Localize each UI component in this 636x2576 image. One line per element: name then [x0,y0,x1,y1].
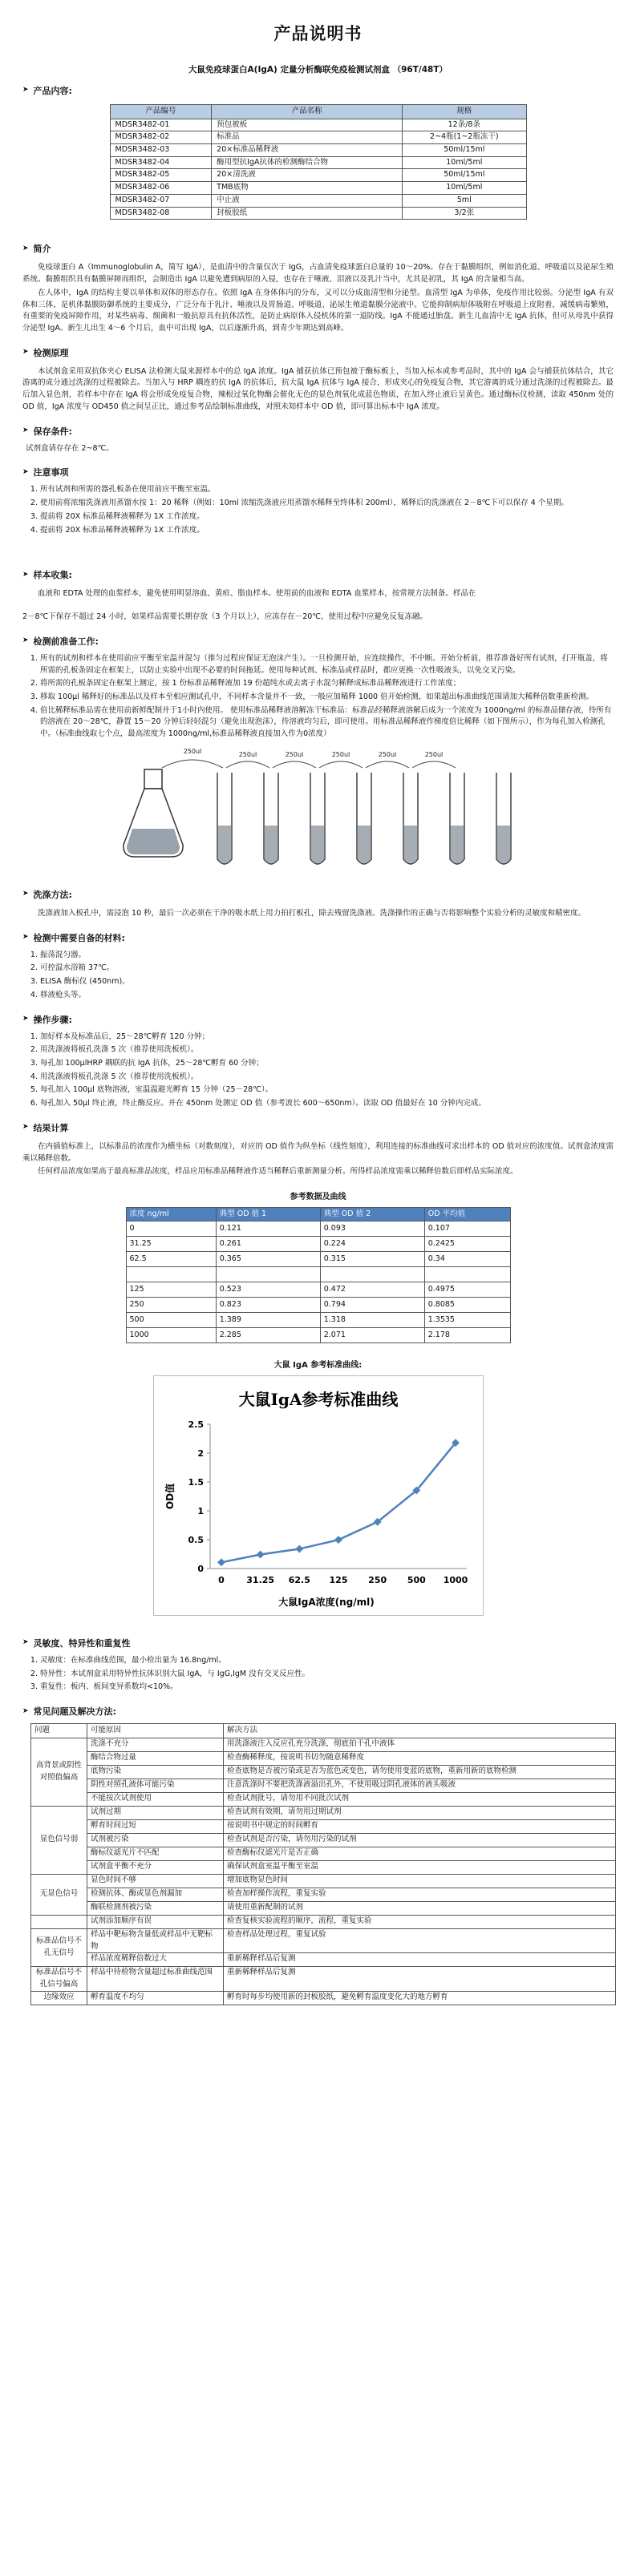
faq-solution-cell: 检查酶标仪滤光片是否正确 [224,1847,616,1860]
table-cell: TMB底物 [212,182,403,195]
table-cell: 0.8085 [424,1298,510,1313]
table-row [126,1237,510,1252]
table-row [126,1328,510,1343]
table-cell: MDSR3482-01 [110,119,212,131]
materials-heading: ➤ 检测中需要自备的材料: [22,932,125,943]
table-row [31,1833,616,1847]
table-cell: 0.107 [424,1221,510,1237]
page-title: 产品说明书 [273,24,363,43]
materials-section [22,931,614,1002]
table-cell: 封板胶纸 [212,207,403,220]
arrow-bullet-icon: ➤ [22,467,29,476]
table-row [31,1915,616,1928]
list-item: 3. 每孔加 100μlHRP 耦联的抗 IgA 抗体，25～28℃孵育 60 分钟； [40,1058,614,1070]
list-item: 4. 用洗涤液将板孔洗涤 5 次（推荐使用洗板机）。 [40,1072,614,1084]
transfer-arrow [319,761,363,768]
column-header: 解决方法 [224,1724,616,1738]
faq-cause-cell: 试剂过期 [87,1806,224,1819]
table-row [31,1751,616,1765]
intro-paragraph-1: 免疫球蛋白 A（Immunoglobulin A，简写 IgA），是血清中的含量仅次于 IgG，占血清免疫球蛋白总量的 10～20%。存在于黏膜组织，例如消化道、呼吸道以及泌尿生殖系统。黏膜组织具有黏膜屏障而组织，会制造出 IgA 以避免遭到病原的入侵，也存在于唾液、泪液以及乳汁当中，尤其是初乳，其 IgA 的含量相当高。 [22,263,614,285]
series-line [221,1443,456,1562]
faq-solution-cell: 检查酶稀释度，按说明书切勿随意稀释度 [224,1751,616,1765]
table-cell: 50ml/15ml [403,169,526,182]
performance-section [22,1637,614,1694]
sample-heading: ➤ 样本收集: [22,570,72,581]
performance-heading: ➤ 灵敏度、特异性和重复性 [22,1637,131,1649]
sample-paragraph-2: 2－8℃下保存不超过 24 小时，如果样品需要长期存放（3 个月以上），应冻存在－20℃，使用过程中应避免反复冻融。 [22,612,427,622]
table-cell: 0.365 [216,1252,320,1267]
faq-cause-cell: 试剂被污染 [87,1833,224,1847]
table-row [126,1298,510,1313]
table-row [31,1860,616,1874]
list-item: 2. 用洗涤液将板孔洗涤 5 次（推荐使用洗板机）。 [40,1044,614,1056]
table-row [31,1874,616,1888]
sample-section [22,568,614,623]
faq-cause-cell: 酶联检测剂被污染 [87,1901,224,1915]
chart-caption: 大鼠 IgA 参考标准曲线: [273,1361,363,1371]
faq-cause-cell: 试剂盒平衡不充分 [87,1860,224,1874]
faq-solution-cell: 确保试剂盒室温平衡至室温 [224,1860,616,1874]
faq-cause-cell: 试剂添加顺序有误 [87,1915,224,1928]
faq-cause-cell: 洗涤不充分 [87,1738,224,1751]
x-tick-label: 1000 [443,1574,468,1585]
faq-solution-cell: 检查试剂是否污染，请勿用污染的试剂 [224,1833,616,1847]
transfer-arrow [273,761,316,768]
table-row [31,1819,616,1833]
transfer-arrow [226,761,269,768]
composition-heading: ➤ 产品内容: [22,85,72,96]
list-item: 2. 将所需的孔板条固定在框架上测定，按 1 份标准品稀释液加 19 份超纯水或去离子水混匀稀释成标准品稀释液进行工作浓度； [40,678,614,690]
column-header: 典型 OD 值 2 [320,1207,424,1221]
chart-x-axis-label: 大鼠IgA浓度(ng/ml) [277,1596,375,1608]
transfer-arrow [412,761,456,768]
list-item: 1. 加好样本及标准品后，25～28℃孵育 120 分钟； [40,1032,614,1044]
table-cell: 0.261 [216,1237,320,1252]
list-item: 1. 振荡混匀器。 [40,950,614,962]
table-cell: 1.3535 [424,1313,510,1328]
column-header: 问题 [31,1724,87,1738]
x-tick-label: 62.5 [288,1574,310,1585]
notes-heading: ➤ 注意事项 [22,467,69,478]
table-cell: 0.4975 [424,1282,510,1298]
table-row [31,1991,616,2005]
reference-data-table [126,1207,511,1344]
tube-liquid [358,826,371,863]
faq-solution-cell: 检查试剂批号，请勿用不同批次试剂 [224,1792,616,1806]
composition-section [22,84,614,220]
list-item: 4. 提前将 20X 标准品稀释液稀释为 1X 工作浓度。 [40,525,614,537]
faq-problem-cell: 高背景或阴性对照值偏高 [31,1738,87,1806]
table-cell: 1000 [126,1328,216,1343]
data-point [295,1544,303,1552]
table-cell: 50ml/15ml [403,144,526,157]
notes-list [22,484,614,536]
table-row [31,1928,616,1952]
table-row [110,207,526,220]
arrow-bullet-icon: ➤ [22,890,29,898]
table-cell: 0.093 [320,1221,424,1237]
faq-solution-cell: 重新稀释样品后复测 [224,1967,616,1991]
table-cell: 0.2425 [424,1237,510,1252]
intro-paragraph-2: 在人体中，IgA 的结构主要以单体和双体的形态存在。依照 IgA 在身体体内的分布，又可以分成血清型和分泌型。血清型 IgA 为单体，免疫作用比较弱。分泌型 IgA 有双体和三体，是机体黏膜防御系统的主要成分，广泛分布于乳汁、唾液以及胃肠道、呼吸道、泌尿生殖道黏膜分泌液中。它能抑制病原体吸附在呼吸道上皮附着，减缓病毒繁殖，有重要的免疫屏障作用，对某些病毒、细菌和一般抗原具有抗体活性，是防止病原体入侵机体的第一道防线。IgA 不能通过胎盘。新生儿血清中无 IgA 抗体，但可从母乳中获得分泌型 IgA。新生儿出生 4～6 个月后，血中可出现 IgA，以后逐渐升高，到青少年期达到高峰。 [22,288,614,333]
table-cell: 中止液 [212,194,403,207]
storage-text: 试剂盒请存存在 2~8℃。 [26,443,114,453]
faq-problem-cell: 边缘效应 [31,1991,87,2005]
list-item: 6. 每孔加入 50μl 终止液，终止酶反应。并在 450nm 处测定 OD 值（参考波长 600～650nm）。读取 OD 值最好在 10 分钟内完成。 [40,1098,614,1110]
table-row [31,1806,616,1819]
table-cell: MDSR3482-02 [110,131,212,144]
table-cell: 2.285 [216,1328,320,1343]
transfer-volume-label: 250ul [424,750,444,758]
table-cell: 0 [126,1221,216,1237]
y-tick-label: 2 [196,1447,204,1459]
chart-marks [188,1419,468,1585]
table-cell: 125 [126,1282,216,1298]
column-header: 产品名称 [212,104,403,119]
table-cell [424,1267,510,1282]
faq-cause-cell: 酶结合物过量 [87,1751,224,1765]
table-row [31,1967,616,1991]
arrow-bullet-icon: ➤ [22,1706,29,1715]
table-cell: 20×标准品稀释液 [212,144,403,157]
arrow-bullet-icon: ➤ [22,86,29,95]
faq-cause-cell: 样品中靶标物含量低或样品中无靶标物 [87,1928,224,1952]
table-cell: MDSR3482-04 [110,156,212,169]
table-cell: 酶用型抗IgA抗体的检测酶结合物 [212,156,403,169]
table-row [126,1282,510,1298]
data-point [334,1536,342,1544]
list-item: 4. 移液枪头等。 [40,990,614,1002]
sample-paragraph-1: 血液和 EDTA 处理的血浆样本，避免使用明显溶血、黄疸、脂血样本。使用前的血液和 EDTA 血浆样本，按常规方法制备。样品在 [38,589,476,599]
table-cell: 31.25 [126,1237,216,1252]
table-cell: 2.071 [320,1328,424,1343]
table-row [31,1847,616,1860]
table-cell: MDSR3482-08 [110,207,212,220]
faq-solution-cell: 检查试剂有效期，请勿用过期试剂 [224,1806,616,1819]
faq-problem-cell: 标准品信号不孔无信号 [31,1928,87,1966]
table-row [110,182,526,195]
tube-liquid [497,826,510,863]
standard-curve-svg [154,1376,483,1615]
prep-list [22,653,614,741]
table-cell: 0.34 [424,1252,510,1267]
table-row [31,1953,616,1967]
x-tick-label: 500 [407,1574,426,1585]
table-cell: 10ml/5ml [403,156,526,169]
tube-liquid [451,826,464,863]
storage-heading: ➤ 保存条件: [22,426,72,437]
transfer-volume-label: 250ul [378,750,397,758]
table-cell: 20×清洗液 [212,169,403,182]
faq-cause-cell: 孵育时间过短 [87,1819,224,1833]
page-subtitle: 大鼠免疫球蛋白A(IgA) 定量分析酶联免疫检测试剂盒 （96T/48T） [188,64,448,75]
faq-cause-cell: 酶标仪滤光片不匹配 [87,1847,224,1860]
tube-group [162,749,511,864]
column-header: 产品编号 [110,104,212,119]
faq-problem-cell: 显色信号弱 [31,1806,87,1874]
list-item: 1. 所有试剂和所需的器孔板条在使用前应平衡至室温。 [40,484,614,496]
principle-paragraph: 本试剂盒采用双抗体夹心 ELISA 法检测大鼠来源样本中的总 IgA 浓度。IgA 捕获抗体已预包被于酶标板上，当加入标本或参考品时，其中的 IgA 会与捕获抗体结合，其它游离的成分通过洗涤的过程被除去。当加入与 HRP 耦连的抗 IgA 的抗体后，抗大鼠 IgA 抗体与 IgA 接合，形成夹心的免疫复合物，其它游离的成分通过洗涤的过程被除去。最后加入显色剂，若样本中存在 IgA 将会形成免疫复合物，辣根过氧化物酶会催化无色的显色剂氧化成蓝色物质，在加入终止液后呈黄色。通过酶标仪检测，读取 450nm 处的 OD 值，IgA 浓度与 OD450 值之间呈正比，通过参考品绘制标准曲线，对照未知样本中 OD 值，即可算出标本中 IgA 浓度。 [22,366,614,411]
tube-liquid [311,826,324,863]
arrow-bullet-icon: ➤ [22,570,29,579]
notes-section [22,466,614,536]
ref-table-caption: 参考数据及曲线 [290,1193,346,1202]
table-row [126,1313,510,1328]
table-row [110,194,526,207]
operation-heading: ➤ 操作步骤: [22,1014,72,1025]
stock-flask-icon [124,769,183,857]
data-point [256,1550,264,1558]
faq-cause-cell: 显色时间不够 [87,1874,224,1888]
transfer-volume-label: 250ul [183,748,202,755]
list-item: 1. 所有的试剂和样本在使用前应平衡至室温并混匀（推匀过程应保证无泡沫产生）。一旦检测开始，应连续操作，不中断。开始分析前，推荐准备好所有试剂，打开瓶盖，将所需的孔板条固定在框架上，以防止实验中出现不必要的时间拖延。使用每种试剂、标准品或样品时，都应更换一次性吸液头，以免交叉污染。 [40,653,614,676]
results-heading: ➤ 结果计算 [22,1122,69,1133]
table-row [31,1765,616,1779]
table-row [110,169,526,182]
operation-list [22,1032,614,1110]
transfer-volume-label: 250ul [331,750,350,758]
arrow-bullet-icon: ➤ [22,636,29,645]
faq-table [30,1723,616,2005]
arrow-bullet-icon: ➤ [22,1123,29,1132]
table-cell: 500 [126,1313,216,1328]
performance-list [22,1655,614,1694]
table-cell: 0.794 [320,1298,424,1313]
tube-liquid [218,826,231,863]
table-row [110,144,526,157]
column-header: 典型 OD 值 1 [216,1207,320,1221]
faq-heading: ➤ 常见问题及解决方法: [22,1706,116,1718]
faq-cause-cell: 样品浓度稀释倍数过大 [87,1953,224,1967]
faq-problem-cell: 无显色信号 [31,1874,87,1915]
column-header: 浓度 ng/ml [126,1207,216,1221]
wash-heading: ➤ 洗涤方法: [22,889,72,900]
faq-solution-cell: 请使用重新配制的试剂 [224,1901,616,1915]
transfer-volume-label: 250ul [238,750,257,758]
list-item: 3. 移取 100μl 稀释好的标准品以及样本至相应测试孔中，不同样本含量并不一致，一般应加稀释 1000 倍开始检测，如果超出标准曲线范围请加大稀释倍数重新检测。 [40,692,614,704]
table-cell: 5ml [403,194,526,207]
faq-problem-cell [31,1915,87,1928]
table-cell: 1.318 [320,1313,424,1328]
table-cell [320,1267,424,1282]
table-cell: 预包被板 [212,119,403,131]
list-item: 3. ELISA 酶标仪 (450nm)。 [40,976,614,988]
data-point [217,1558,225,1566]
table-row [31,1901,616,1915]
list-item: 3. 提前将 20X 标准品稀释液稀释为 1X 工作浓度。 [40,511,614,523]
table-cell: 2~4瓶(1~2瓶冻干) [403,131,526,144]
table-cell [126,1267,216,1282]
y-tick-label: 0.5 [188,1534,204,1545]
chart-title: 大鼠IgA参考标准曲线 [238,1389,398,1409]
faq-solution-cell: 用洗涤液注入反应孔充分洗涤，彻底拍干孔中液体 [224,1738,616,1751]
faq-solution-cell: 重新稀释样品后复测 [224,1953,616,1967]
list-item: 2. 可控温水浴箱 37℃。 [40,963,614,975]
table-cell: 0.121 [216,1221,320,1237]
intro-section [22,242,614,334]
y-tick-label: 0 [196,1563,204,1574]
table-cell: MDSR3482-05 [110,169,212,182]
transfer-arrow [162,760,223,768]
table-cell: 2.178 [424,1328,510,1343]
column-header: 规格 [403,104,526,119]
table-row [126,1267,510,1282]
table-cell: 62.5 [126,1252,216,1267]
dilution-diagram [119,749,544,877]
faq-cause-cell: 检测抗体、酶或显色剂漏加 [87,1888,224,1901]
wash-text: 洗涤液加入板孔中，需浸泡 10 秒，最后一次必须在干净的吸水纸上用力拍打板孔，除去残留洗涤液。洗涤操作的正确与否将影响整个实验分析的灵敏度和精密度。 [38,908,586,918]
results-paragraph-1: 在内插值标准上，以标准品的浓度作为横坐标（对数刻度），对应的 OD 值作为纵坐标（线性刻度），利用连接的标准曲线可求出样本的 OD 值对应的浓度值。试剂盒浓度需乘以稀释倍数。 [22,1141,614,1163]
faq-solution-cell: 检查复核实验流程的顺序，流程，重复实验 [224,1915,616,1928]
table-cell: 250 [126,1298,216,1313]
table-row [31,1888,616,1901]
table-cell: 1.389 [216,1313,320,1328]
principle-heading: ➤ 检测原理 [22,347,69,358]
y-tick-label: 1 [196,1505,204,1516]
faq-solution-cell: 检查底物是否被污染或是否为蓝色或变色，请勿使用变蓝的底物，重新用新的底物检测 [224,1765,616,1779]
faq-section [22,1705,614,2005]
faq-solution-cell: 检查样品处理过程，重复试验 [224,1928,616,1952]
table-row [110,131,526,144]
x-tick-label: 250 [367,1574,387,1585]
results-section [22,1121,614,1616]
table-cell: 10ml/5ml [403,182,526,195]
faq-solution-cell: 增加底物显色时间 [224,1874,616,1888]
storage-section [22,425,614,455]
list-item: 1. 灵敏度：在标准曲线范围，最小检出量为 16.8ng/ml。 [40,1655,614,1667]
column-header: OD 平均值 [424,1207,510,1221]
table-cell [216,1267,320,1282]
y-tick-label: 1.5 [188,1476,204,1488]
table-cell: 0.472 [320,1282,424,1298]
transfer-arrow [366,761,409,768]
faq-solution-cell: 孵育时每步均使用新的封板胶纸，避免孵育温度变化大的地方孵育 [224,1991,616,2005]
table-cell: MDSR3482-07 [110,194,212,207]
list-item: 5. 每孔加入 100μl 底物溶液，室温温避光孵育 15 分钟（25－28℃）。 [40,1084,614,1096]
table-row [31,1792,616,1806]
results-paragraph-2: 任何样品浓度如果高于最高标准品浓度，样品应用标准品稀释液作适当稀释后重新测量分析。所得样品浓度需乘以稀释倍数后即样品实际浓度。 [38,1167,518,1177]
table-row [31,1738,616,1751]
arrow-bullet-icon: ➤ [22,348,29,357]
transfer-volume-label: 250ul [285,750,304,758]
table-row [31,1779,616,1792]
table-cell: 标准品 [212,131,403,144]
faq-problem-cell: 标准品信号不孔信号偏高 [31,1967,87,1991]
arrow-bullet-icon: ➤ [22,1015,29,1024]
table-row [110,156,526,169]
table-cell: 3/2张 [403,207,526,220]
dilution-diagram-svg [119,749,544,877]
arrow-bullet-icon: ➤ [22,244,29,252]
column-header: 可能原因 [87,1724,224,1738]
faq-cause-cell: 阴性对照孔液体可能污染 [87,1779,224,1792]
x-tick-label: 31.25 [245,1574,274,1585]
chart-y-axis-label: OD值 [164,1483,176,1509]
faq-cause-cell: 样品中待检物含量超过标准曲线范围 [87,1967,224,1991]
table-cell: 0.224 [320,1237,424,1252]
wash-section [22,888,614,920]
list-item: 2. 特异性：本试剂盒采用特异性抗体识别大鼠 IgA，与 IgG,IgM 没有交叉反应性。 [40,1669,614,1681]
list-item: 2. 使用前将浓缩洗涤液用蒸馏水按 1：20 稀释（例如：10ml 浓缩洗涤液应用蒸馏水稀释至终体积 200ml），稀释后的洗涤液在 2－8℃下可以保存 4 个星期。 [40,498,614,510]
tube-liquid [404,826,417,863]
table-row [126,1221,510,1237]
prep-heading: ➤ 检测前准备工作: [22,636,99,647]
intro-heading: ➤ 简介 [22,244,51,255]
table-cell: MDSR3482-06 [110,182,212,195]
table-row [110,119,526,131]
faq-cause-cell: 不能按次试剂使用 [87,1792,224,1806]
list-item: 4. 倍比稀释标准品需在使用前新鲜配制并于1小时内使用。 使用标准品稀释液溶解冻干标准品：标准品经稀释液溶解后成为一个浓度为 1000ng/ml 的标准品储存液，待所有的溶液在 20～28℃，静置 15～20 分钟后轻轻混匀（避免出现泡沫），待溶液均匀后，即可使用。用标准品稀释液作梯度倍比稀释（如下图所示），作为每孔加入检测孔中。（标准曲线取七个点，最高浓度为 1000ng/ml,标准品稀释液直接加入作为0浓度） [40,705,614,741]
operation-section [22,1013,614,1110]
composition-table [110,104,527,220]
faq-cause-cell: 底物污染 [87,1765,224,1779]
prep-section [22,635,614,877]
table-cell: 0.823 [216,1298,320,1313]
y-tick-label: 2.5 [188,1419,204,1430]
table-row [126,1252,510,1267]
principle-section [22,346,614,414]
standard-curve-chart [153,1375,484,1616]
arrow-bullet-icon: ➤ [22,1638,29,1647]
materials-list [22,950,614,1002]
faq-solution-cell: 检查加样操作流程，重复实验 [224,1888,616,1901]
faq-solution-cell: 注意洗涤时不要把洗涤液溢出孔外，不使用吸过阴孔液体的液头吸液 [224,1779,616,1792]
faq-solution-cell: 按说明书中规定的时间孵育 [224,1819,616,1833]
table-cell: 0.523 [216,1282,320,1298]
tube-liquid [265,826,277,863]
arrow-bullet-icon: ➤ [22,426,29,435]
faq-cause-cell: 孵育温度不均匀 [87,1991,224,2005]
list-item: 3. 重复性：板内、板间变异系数均<10%。 [40,1682,614,1694]
table-cell: MDSR3482-03 [110,144,212,157]
x-tick-label: 125 [329,1574,347,1585]
x-tick-label: 0 [217,1574,225,1585]
table-cell: 12条/8条 [403,119,526,131]
arrow-bullet-icon: ➤ [22,933,29,942]
table-cell: 0.315 [320,1252,424,1267]
